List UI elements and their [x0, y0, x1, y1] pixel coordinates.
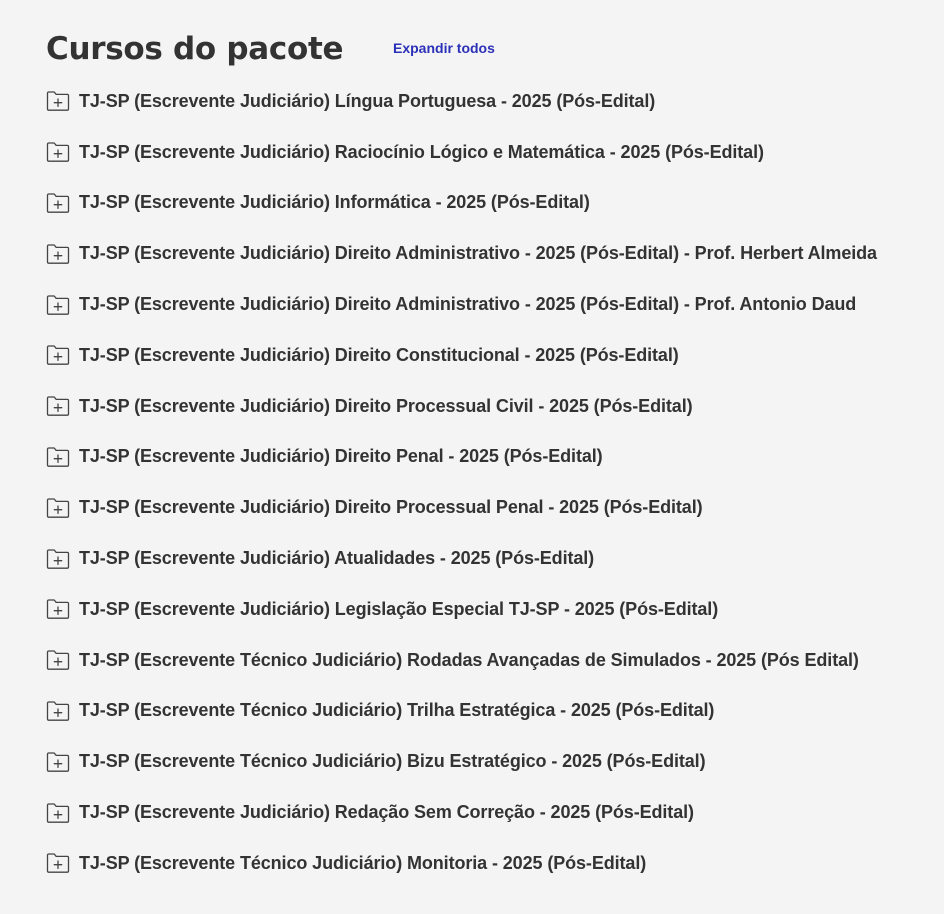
course-item[interactable] [46, 279, 938, 330]
folder-plus-icon [46, 700, 70, 722]
course-title: TJ-SP (Escrevente Judiciário) Atualidades - 2025 (Pós-Edital) [79, 548, 595, 569]
folder-plus-icon [46, 141, 70, 163]
folder-plus-icon [46, 294, 70, 316]
course-title: TJ-SP (Escrevente Judiciário) Informática - 2025 (Pós-Edital) [79, 192, 590, 213]
course-item[interactable] [46, 432, 938, 483]
folder-plus-icon [46, 192, 70, 214]
course-title: TJ-SP (Escrevente Judiciário) Raciocínio Lógico e Matemática - 2025 (Pós-Edital) [79, 141, 764, 162]
section-header [46, 28, 495, 70]
course-title: TJ-SP (Escrevente Judiciário) Direito Processual Penal - 2025 (Pós-Edital) [79, 497, 703, 518]
page-title: Cursos do pacote [46, 31, 344, 67]
course-title: TJ-SP (Escrevente Judiciário) Direito Penal - 2025 (Pós-Edital) [79, 446, 603, 467]
course-title: TJ-SP (Escrevente Técnico Judiciário) Bizu Estratégico - 2025 (Pós-Edital) [79, 751, 706, 772]
course-title: TJ-SP (Escrevente Judiciário) Língua Portuguesa - 2025 (Pós-Edital) [79, 90, 656, 111]
course-title: TJ-SP (Escrevente Judiciário) Direito Administrativo - 2025 (Pós-Edital) - Prof. Herbert Almeida [79, 243, 877, 264]
course-item[interactable] [46, 736, 938, 787]
course-item[interactable] [46, 127, 938, 178]
folder-plus-icon [46, 395, 70, 417]
course-item[interactable] [46, 381, 938, 432]
course-list [46, 76, 938, 889]
folder-plus-icon [46, 751, 70, 773]
course-item[interactable] [46, 838, 938, 889]
course-title: TJ-SP (Escrevente Técnico Judiciário) Trilha Estratégica - 2025 (Pós-Edital) [79, 700, 715, 721]
course-item[interactable] [46, 330, 938, 381]
folder-plus-icon [46, 649, 70, 671]
course-title: TJ-SP (Escrevente Judiciário) Redação Sem Correção - 2025 (Pós-Edital) [79, 802, 694, 823]
folder-plus-icon [46, 852, 70, 874]
course-title: TJ-SP (Escrevente Judiciário) Legislação Especial TJ-SP - 2025 (Pós-Edital) [79, 598, 719, 619]
course-item[interactable] [46, 228, 938, 279]
course-item[interactable] [46, 686, 938, 737]
folder-plus-icon [46, 497, 70, 519]
course-item[interactable] [46, 635, 938, 686]
course-item[interactable] [46, 76, 938, 127]
expand-all-button[interactable]: Expandir todos [393, 40, 495, 56]
folder-plus-icon [46, 548, 70, 570]
course-item[interactable] [46, 584, 938, 635]
folder-plus-icon [46, 90, 70, 112]
course-item[interactable] [46, 178, 938, 229]
course-title: TJ-SP (Escrevente Judiciário) Direito Processual Civil - 2025 (Pós-Edital) [79, 395, 693, 416]
course-item[interactable] [46, 787, 938, 838]
course-item[interactable] [46, 482, 938, 533]
course-title: TJ-SP (Escrevente Judiciário) Direito Administrativo - 2025 (Pós-Edital) - Prof. Antonio Daud [79, 294, 857, 315]
course-item[interactable] [46, 533, 938, 584]
folder-plus-icon [46, 598, 70, 620]
course-title: TJ-SP (Escrevente Judiciário) Direito Constitucional - 2025 (Pós-Edital) [79, 344, 679, 365]
course-title: TJ-SP (Escrevente Técnico Judiciário) Monitoria - 2025 (Pós-Edital) [79, 852, 647, 873]
folder-plus-icon [46, 446, 70, 468]
course-title: TJ-SP (Escrevente Técnico Judiciário) Rodadas Avançadas de Simulados - 2025 (Pós Edital) [79, 649, 859, 670]
folder-plus-icon [46, 802, 70, 824]
folder-plus-icon [46, 243, 70, 265]
folder-plus-icon [46, 344, 70, 366]
